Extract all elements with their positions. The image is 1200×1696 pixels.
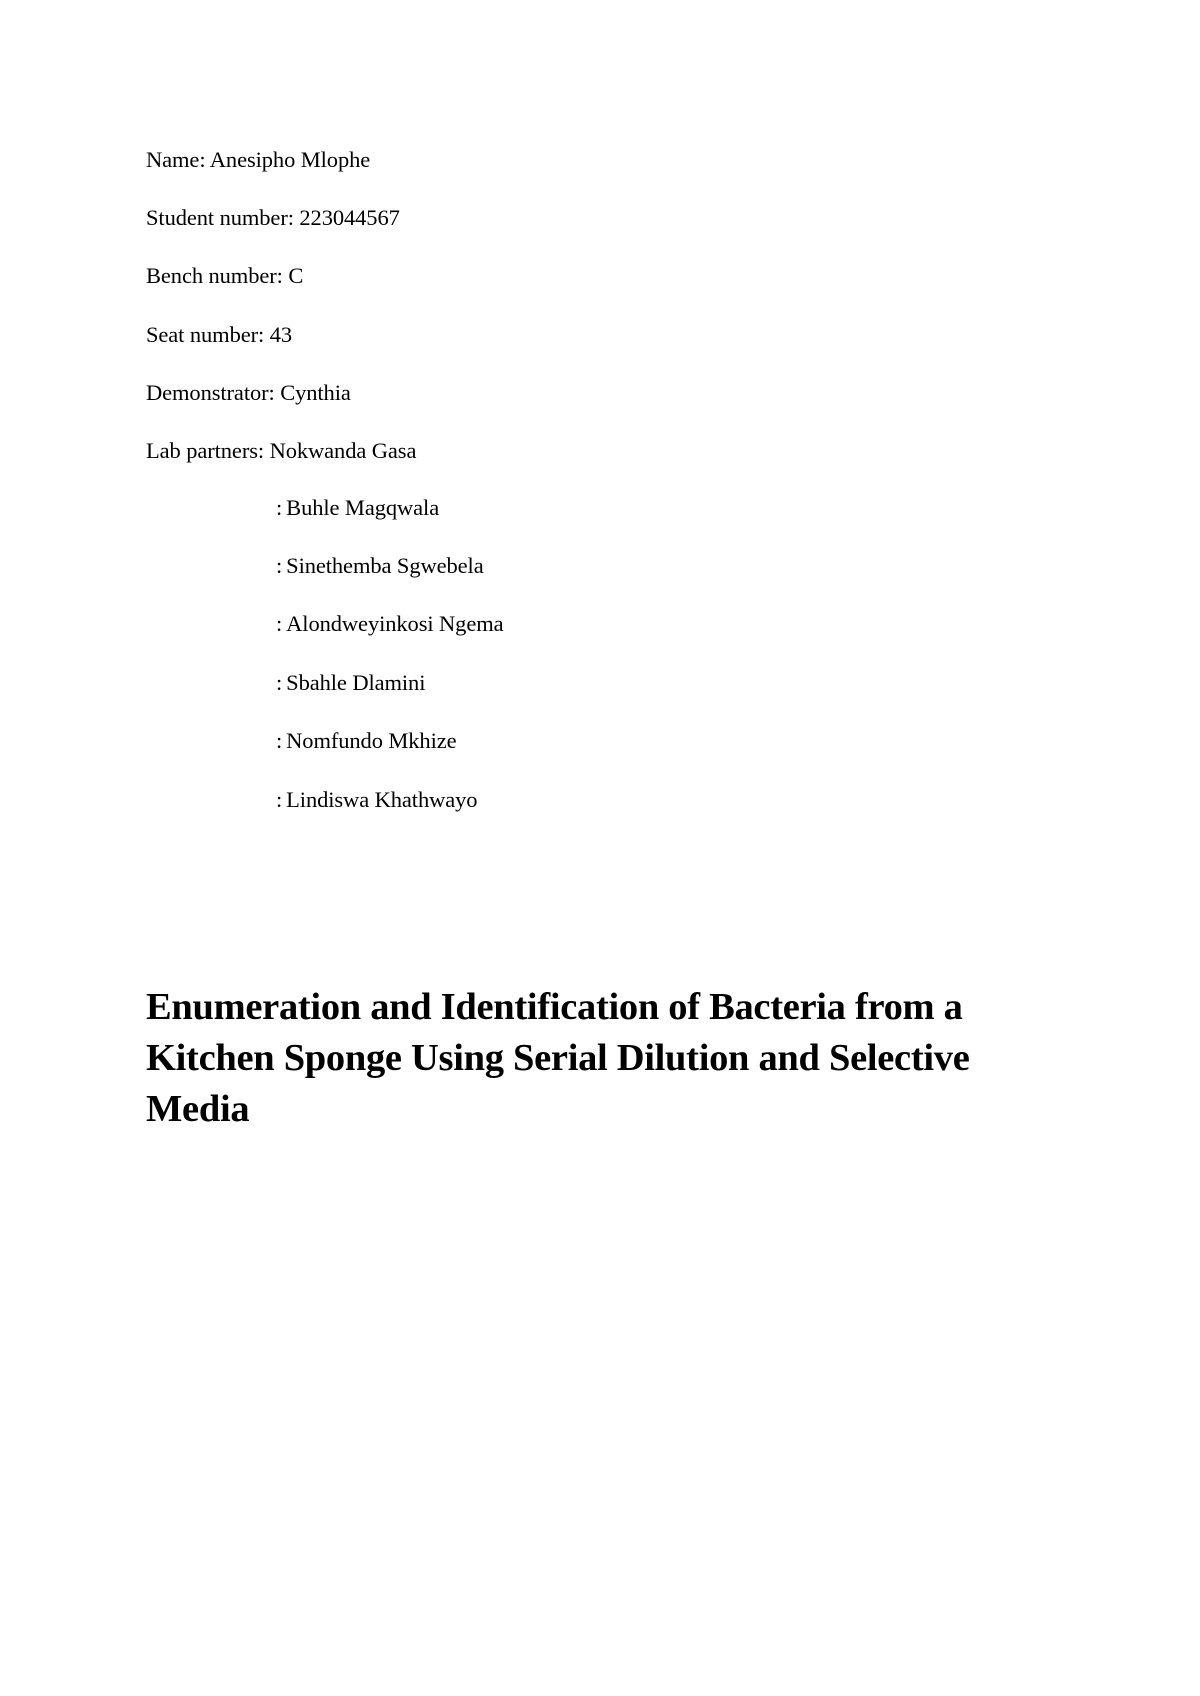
demonstrator-value: Cynthia [280,380,351,405]
partner-separator: : [276,670,283,695]
name-label: Name: [146,147,206,172]
lab-partner-item [276,493,439,523]
partner-separator: : [276,611,283,636]
demonstrator-line [146,378,351,408]
student-number-value: 223044567 [299,205,400,230]
lab-partner-name: Sinethemba Sgwebela [286,553,484,578]
name-value: Anesipho Mlophe [209,147,371,172]
bench-number-label: Bench number: [146,263,283,288]
partner-separator: : [276,553,283,578]
lab-partner-name: Lindiswa Khathwayo [286,787,478,812]
partner-separator: : [276,787,283,812]
student-number-line [146,203,400,233]
lab-partner-name: Nomfundo Mkhize [286,728,457,753]
document-title: Enumeration and Identification of Bacteria from a Kitchen Sponge Using Serial Dilution and Selective Media [146,986,970,1130]
lab-partner-name: Buhle Magqwala [286,495,440,520]
demonstrator-label: Demonstrator: [146,380,275,405]
lab-partners-label: Lab partners: [146,438,265,463]
lab-partner-name: Alondweyinkosi Ngema [286,611,504,636]
lab-partner-item [276,609,504,639]
lab-partner-name: Sbahle Dlamini [286,670,426,695]
lab-partner-item [276,551,484,581]
name-line [146,145,370,175]
lab-partner-item [276,785,477,815]
lab-partner-item [276,668,425,698]
lab-partner-item [276,726,457,756]
seat-number-line [146,320,292,350]
lab-partner-first: Nokwanda Gasa [269,438,417,463]
seat-number-label: Seat number: [146,322,265,347]
lab-partners-line [146,436,416,466]
partner-separator: : [276,495,283,520]
bench-number-value: C [288,263,304,288]
partner-separator: : [276,728,283,753]
seat-number-value: 43 [269,322,292,347]
student-number-label: Student number: [146,205,294,230]
bench-number-line [146,261,303,291]
